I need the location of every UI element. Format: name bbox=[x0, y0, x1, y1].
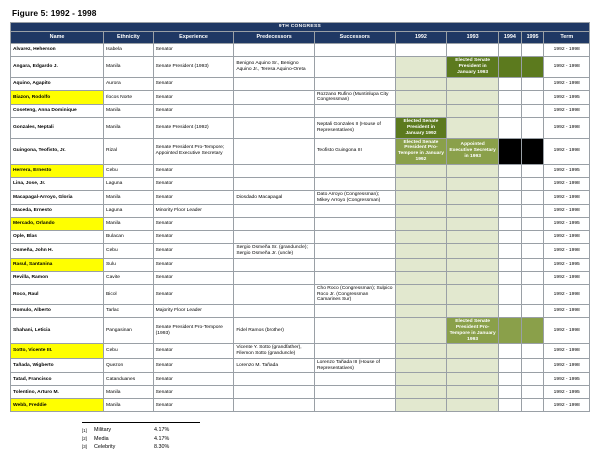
cell-1993 bbox=[447, 305, 499, 318]
col-predecessors: Predecessors bbox=[234, 31, 315, 44]
cell-1995 bbox=[521, 190, 544, 205]
cell-ethnicity: Laguna bbox=[104, 205, 154, 218]
cell-1992 bbox=[395, 90, 447, 105]
cell-term: 1992 - 1995 bbox=[544, 373, 590, 386]
cell-term: 1992 - 1998 bbox=[544, 344, 590, 359]
cell-name: Gonzales, Neptali bbox=[11, 118, 104, 138]
cell-1994 bbox=[498, 190, 521, 205]
cell-1995 bbox=[521, 57, 544, 77]
cell-1994 bbox=[498, 284, 521, 304]
cell-term: 1992 - 1998 bbox=[544, 138, 590, 164]
cell-name: Maceda, Ernesto bbox=[11, 205, 104, 218]
cell-1994 bbox=[498, 57, 521, 77]
cell-ethnicity: Bicol bbox=[104, 284, 154, 304]
cell-ethnicity: Manila bbox=[104, 190, 154, 205]
cell-ethnicity: Manila bbox=[104, 105, 154, 118]
cell-name: Roco, Raul bbox=[11, 284, 104, 304]
cell-experience: Senator bbox=[153, 386, 234, 399]
cell-1992 bbox=[395, 44, 447, 57]
cell-predecessors: Sergio Osmeña Sr. (granduncle); Sergio Osmeña Jr. (uncle) bbox=[234, 244, 315, 259]
cell-predecessors: Fidel Ramos (brother) bbox=[234, 318, 315, 344]
cell-predecessors bbox=[234, 44, 315, 57]
cell-name: Mercado, Orlando bbox=[11, 218, 104, 231]
cell-1993 bbox=[447, 399, 499, 412]
cell-1994 bbox=[498, 358, 521, 373]
legend-value: 4.17% bbox=[154, 427, 170, 434]
cell-1993: Elected Senate President Pro-Tempore in January 1993 bbox=[447, 318, 499, 344]
cell-predecessors bbox=[234, 284, 315, 304]
cell-1993 bbox=[447, 105, 499, 118]
cell-successors bbox=[314, 218, 395, 231]
cell-predecessors: Benigno Aquino Sr., Benigno Aquino Jr., Teresa Aquino-Oreta bbox=[234, 57, 315, 77]
cell-successors: Lorenzo Tañada III (House of Representatives) bbox=[314, 358, 395, 373]
cell-1995 bbox=[521, 244, 544, 259]
legend-value: 4.17% bbox=[154, 435, 170, 442]
cell-name: Biazon, Rodolfo bbox=[11, 90, 104, 105]
cell-1992 bbox=[395, 305, 447, 318]
cell-ethnicity: Manila bbox=[104, 218, 154, 231]
cell-1993 bbox=[447, 358, 499, 373]
table-row bbox=[11, 118, 590, 138]
cell-1993 bbox=[447, 177, 499, 190]
table-body bbox=[11, 44, 590, 412]
col-term: Term bbox=[544, 31, 590, 44]
congress-header-row bbox=[11, 23, 590, 32]
cell-experience: Senator bbox=[153, 190, 234, 205]
cell-1992 bbox=[395, 77, 447, 90]
cell-ethnicity: Aurora bbox=[104, 77, 154, 90]
cell-1995 bbox=[521, 344, 544, 359]
cell-1993 bbox=[447, 205, 499, 218]
cell-1995 bbox=[521, 399, 544, 412]
cell-1993 bbox=[447, 271, 499, 284]
cell-1992 bbox=[395, 177, 447, 190]
cell-ethnicity: Tarlac bbox=[104, 305, 154, 318]
cell-1992 bbox=[395, 373, 447, 386]
cell-name: Macapagal-Arroyo, Gloria bbox=[11, 190, 104, 205]
cell-successors bbox=[314, 271, 395, 284]
cell-name: Herrera, Ernesto bbox=[11, 164, 104, 177]
cell-1994 bbox=[498, 177, 521, 190]
cell-1994 bbox=[498, 205, 521, 218]
cell-name: Tañada, Wigberto bbox=[11, 358, 104, 373]
cell-experience: Senator bbox=[153, 218, 234, 231]
cell-experience: Senator bbox=[153, 399, 234, 412]
cell-1995 bbox=[521, 358, 544, 373]
cell-1993 bbox=[447, 190, 499, 205]
cell-term: 1992 - 1998 bbox=[544, 271, 590, 284]
legend-label: Military bbox=[94, 427, 112, 434]
cell-term: 1992 - 1998 bbox=[544, 44, 590, 57]
legend-marker: [1] bbox=[82, 427, 87, 433]
cell-1992: Elected Senate President Pro-Tempore in January 1992 bbox=[395, 138, 447, 164]
cell-1995 bbox=[521, 105, 544, 118]
cell-ethnicity: Laguna bbox=[104, 177, 154, 190]
cell-term: 1992 - 1998 bbox=[544, 77, 590, 90]
cell-ethnicity: Bulacan bbox=[104, 231, 154, 244]
cell-name: Tolentino, Arturo M. bbox=[11, 386, 104, 399]
cell-1992: Elected Senate President in January 1992 bbox=[395, 118, 447, 138]
cell-1994 bbox=[498, 90, 521, 105]
table-row bbox=[11, 258, 590, 271]
legend-label: Celebrity bbox=[94, 443, 116, 450]
cell-successors bbox=[314, 344, 395, 359]
cell-term: 1992 - 1998 bbox=[544, 57, 590, 77]
cell-name: Lina, Jose, Jr. bbox=[11, 177, 104, 190]
table-row bbox=[11, 373, 590, 386]
cell-1992 bbox=[395, 284, 447, 304]
cell-term: 1992 - 1998 bbox=[544, 305, 590, 318]
cell-predecessors bbox=[234, 218, 315, 231]
cell-ethnicity: Sulu bbox=[104, 258, 154, 271]
table-row bbox=[11, 318, 590, 344]
legend-item bbox=[82, 436, 590, 442]
table-row bbox=[11, 399, 590, 412]
cell-term: 1992 - 1998 bbox=[544, 244, 590, 259]
cell-1994 bbox=[498, 258, 521, 271]
legend-value: 8.30% bbox=[154, 443, 170, 450]
cell-successors bbox=[314, 44, 395, 57]
cell-term: 1992 - 1995 bbox=[544, 386, 590, 399]
cell-1995 bbox=[521, 258, 544, 271]
cell-1994 bbox=[498, 271, 521, 284]
cell-experience: Senator bbox=[153, 77, 234, 90]
cell-successors bbox=[314, 305, 395, 318]
cell-successors: Neptali Gonzales II (House of Representatives) bbox=[314, 118, 395, 138]
cell-predecessors bbox=[234, 164, 315, 177]
table-row bbox=[11, 358, 590, 373]
col-1992: 1992 bbox=[395, 31, 447, 44]
cell-experience: Senator bbox=[153, 44, 234, 57]
cell-predecessors bbox=[234, 399, 315, 412]
cell-1995 bbox=[521, 177, 544, 190]
cell-1993 bbox=[447, 90, 499, 105]
cell-predecessors bbox=[234, 373, 315, 386]
cell-experience: Senator bbox=[153, 284, 234, 304]
cell-name: Aquino, Agapito bbox=[11, 77, 104, 90]
cell-term: 1992 - 1995 bbox=[544, 90, 590, 105]
cell-1992 bbox=[395, 358, 447, 373]
cell-successors bbox=[314, 105, 395, 118]
cell-1995 bbox=[521, 218, 544, 231]
table-row bbox=[11, 244, 590, 259]
table-row bbox=[11, 386, 590, 399]
cell-experience: Senator bbox=[153, 244, 234, 259]
cell-ethnicity: Isabela bbox=[104, 44, 154, 57]
cell-1995 bbox=[521, 164, 544, 177]
cell-successors bbox=[314, 177, 395, 190]
cell-predecessors: Lorenzo M. Tañada bbox=[234, 358, 315, 373]
cell-term: 1992 - 1998 bbox=[544, 205, 590, 218]
cell-successors bbox=[314, 57, 395, 77]
legend-divider bbox=[82, 422, 200, 423]
cell-1995 bbox=[521, 284, 544, 304]
cell-successors: Dato Arroyo (Congressman); Mikey Arroyo (Congressman) bbox=[314, 190, 395, 205]
cell-1995 bbox=[521, 318, 544, 344]
cell-1992 bbox=[395, 386, 447, 399]
cell-ethnicity: Ilocos Norte bbox=[104, 90, 154, 105]
cell-1993 bbox=[447, 164, 499, 177]
cell-experience: Senator bbox=[153, 105, 234, 118]
cell-1993 bbox=[447, 218, 499, 231]
col-successors: Successors bbox=[314, 31, 395, 44]
cell-1994 bbox=[498, 218, 521, 231]
cell-ethnicity: Quezon bbox=[104, 358, 154, 373]
cell-name: Webb, Freddie bbox=[11, 399, 104, 412]
cell-name: Tatad, Francisco bbox=[11, 373, 104, 386]
cell-name: Ople, Blas bbox=[11, 231, 104, 244]
cell-1992 bbox=[395, 271, 447, 284]
table-row bbox=[11, 77, 590, 90]
cell-1995 bbox=[521, 231, 544, 244]
cell-1994 bbox=[498, 305, 521, 318]
cell-1995 bbox=[521, 90, 544, 105]
cell-1995 bbox=[521, 118, 544, 138]
cell-experience: Senate President Pro-Tempore (1993) bbox=[153, 318, 234, 344]
table-row bbox=[11, 190, 590, 205]
cell-ethnicity: Manila bbox=[104, 57, 154, 77]
cell-1992 bbox=[395, 318, 447, 344]
cell-1993 bbox=[447, 284, 499, 304]
cell-predecessors: Vicente Y. Sotto (grandfather), Filemon Sotto (granduncle) bbox=[234, 344, 315, 359]
cell-term: 1992 - 1998 bbox=[544, 190, 590, 205]
cell-predecessors bbox=[234, 258, 315, 271]
cell-ethnicity: Cebu bbox=[104, 244, 154, 259]
legend-label: Media bbox=[94, 435, 109, 442]
cell-1994 bbox=[498, 231, 521, 244]
cell-experience: Senator bbox=[153, 164, 234, 177]
cell-term: 1992 - 1998 bbox=[544, 177, 590, 190]
cell-name: Alvarez, Heherson bbox=[11, 44, 104, 57]
cell-term: 1992 - 1998 bbox=[544, 399, 590, 412]
cell-predecessors: Diosdado Macapagal bbox=[234, 190, 315, 205]
cell-predecessors bbox=[234, 177, 315, 190]
table-row bbox=[11, 90, 590, 105]
cell-ethnicity: Manila bbox=[104, 118, 154, 138]
col-ethnicity: Ethnicity bbox=[104, 31, 154, 44]
cell-name: Rasul, Santanina bbox=[11, 258, 104, 271]
table-row bbox=[11, 44, 590, 57]
cell-experience: Majority Floor Leader bbox=[153, 305, 234, 318]
cell-1993 bbox=[447, 44, 499, 57]
cell-term: 1992 - 1998 bbox=[544, 231, 590, 244]
table-row bbox=[11, 344, 590, 359]
cell-1993: Appointed Executive Secretary in 1993 bbox=[447, 138, 499, 164]
col-1993: 1993 bbox=[447, 31, 499, 44]
cell-1995 bbox=[521, 205, 544, 218]
cell-1995 bbox=[521, 271, 544, 284]
cell-1995 bbox=[521, 373, 544, 386]
cell-successors bbox=[314, 164, 395, 177]
cell-experience: Senate President (1993) bbox=[153, 57, 234, 77]
table-row bbox=[11, 105, 590, 118]
cell-1993 bbox=[447, 373, 499, 386]
cell-1992 bbox=[395, 105, 447, 118]
cell-1992 bbox=[395, 218, 447, 231]
cell-1993: Elected Senate President in January 1993 bbox=[447, 57, 499, 77]
cell-successors: Rozzano Rufino (Muntinlupa City Congressman) bbox=[314, 90, 395, 105]
cell-1994 bbox=[498, 138, 521, 164]
cell-name: Osmeña, John H. bbox=[11, 244, 104, 259]
cell-1992 bbox=[395, 57, 447, 77]
cell-successors bbox=[314, 373, 395, 386]
table-row bbox=[11, 218, 590, 231]
cell-1995 bbox=[521, 386, 544, 399]
cell-successors bbox=[314, 258, 395, 271]
cell-term: 1992 - 1995 bbox=[544, 218, 590, 231]
cell-1993 bbox=[447, 231, 499, 244]
cell-1994 bbox=[498, 386, 521, 399]
senators-table bbox=[10, 22, 590, 412]
cell-predecessors bbox=[234, 77, 315, 90]
cell-predecessors bbox=[234, 271, 315, 284]
cell-name: Guingona, Teofisto, Jr. bbox=[11, 138, 104, 164]
cell-term: 1992 - 1998 bbox=[544, 105, 590, 118]
table-row bbox=[11, 271, 590, 284]
cell-ethnicity: Manila bbox=[104, 399, 154, 412]
cell-1995 bbox=[521, 305, 544, 318]
page-title: Figure 5: 1992 - 1998 bbox=[12, 8, 97, 18]
cell-1994 bbox=[498, 399, 521, 412]
cell-experience: Minority Floor Leader bbox=[153, 205, 234, 218]
cell-1995 bbox=[521, 138, 544, 164]
cell-1992 bbox=[395, 244, 447, 259]
cell-successors bbox=[314, 386, 395, 399]
cell-ethnicity: Pangasinan bbox=[104, 318, 154, 344]
cell-successors: Teofisto Guingona III bbox=[314, 138, 395, 164]
cell-experience: Senator bbox=[153, 258, 234, 271]
cell-name: Coseteng, Anna Dominique bbox=[11, 105, 104, 118]
col-1995: 1995 bbox=[521, 31, 544, 44]
cell-1992 bbox=[395, 164, 447, 177]
table-row bbox=[11, 205, 590, 218]
cell-experience: Senator bbox=[153, 373, 234, 386]
cell-experience: Senator bbox=[153, 344, 234, 359]
cell-experience: Senator bbox=[153, 177, 234, 190]
cell-1993 bbox=[447, 344, 499, 359]
table-row bbox=[11, 138, 590, 164]
cell-1992 bbox=[395, 231, 447, 244]
table-row bbox=[11, 177, 590, 190]
legend bbox=[82, 422, 590, 449]
cell-1994 bbox=[498, 105, 521, 118]
table-row bbox=[11, 305, 590, 318]
cell-predecessors bbox=[234, 105, 315, 118]
col-experience: Experience bbox=[153, 31, 234, 44]
cell-experience: Senator bbox=[153, 231, 234, 244]
cell-1992 bbox=[395, 205, 447, 218]
col-name: Name bbox=[11, 31, 104, 44]
legend-item bbox=[82, 427, 590, 433]
cell-name: Angara, Edgardo J. bbox=[11, 57, 104, 77]
cell-1994 bbox=[498, 344, 521, 359]
cell-predecessors bbox=[234, 90, 315, 105]
cell-1992 bbox=[395, 258, 447, 271]
cell-successors bbox=[314, 205, 395, 218]
cell-predecessors bbox=[234, 118, 315, 138]
cell-term: 1992 - 1995 bbox=[544, 258, 590, 271]
cell-ethnicity: Manila bbox=[104, 386, 154, 399]
cell-1994 bbox=[498, 44, 521, 57]
legend-marker: [3] bbox=[82, 444, 87, 450]
cell-successors: Cho Roco (Congressman); Sulpico Roco Jr. (Congressman Camarines Sur) bbox=[314, 284, 395, 304]
cell-ethnicity: Rizal bbox=[104, 138, 154, 164]
cell-term: 1992 - 1998 bbox=[544, 318, 590, 344]
table-row bbox=[11, 57, 590, 77]
cell-name: Sotto, Vicente III. bbox=[11, 344, 104, 359]
cell-1994 bbox=[498, 318, 521, 344]
congress-title: 9TH CONGRESS bbox=[11, 23, 590, 32]
cell-1994 bbox=[498, 373, 521, 386]
cell-1993 bbox=[447, 244, 499, 259]
cell-experience: Senator bbox=[153, 271, 234, 284]
cell-1993 bbox=[447, 118, 499, 138]
table-row bbox=[11, 231, 590, 244]
cell-ethnicity: Catanduanes bbox=[104, 373, 154, 386]
cell-successors bbox=[314, 244, 395, 259]
cell-experience: Senate President (1992) bbox=[153, 118, 234, 138]
cell-1994 bbox=[498, 118, 521, 138]
cell-1993 bbox=[447, 386, 499, 399]
cell-ethnicity: Cebu bbox=[104, 164, 154, 177]
table-row bbox=[11, 164, 590, 177]
cell-1995 bbox=[521, 77, 544, 90]
cell-name: Revilla, Ramon bbox=[11, 271, 104, 284]
cell-experience: Senate President Pro-Tempore; Appointed Executive Secretary bbox=[153, 138, 234, 164]
cell-ethnicity: Cebu bbox=[104, 344, 154, 359]
cell-experience: Senator bbox=[153, 358, 234, 373]
column-header-row bbox=[11, 31, 590, 44]
cell-predecessors bbox=[234, 305, 315, 318]
cell-ethnicity: Cavite bbox=[104, 271, 154, 284]
cell-1993 bbox=[447, 77, 499, 90]
cell-1994 bbox=[498, 164, 521, 177]
cell-1992 bbox=[395, 399, 447, 412]
cell-predecessors bbox=[234, 231, 315, 244]
legend-item bbox=[82, 444, 590, 450]
col-1994: 1994 bbox=[498, 31, 521, 44]
cell-term: 1992 - 1998 bbox=[544, 358, 590, 373]
cell-term: 1992 - 1998 bbox=[544, 118, 590, 138]
cell-predecessors bbox=[234, 386, 315, 399]
cell-predecessors bbox=[234, 205, 315, 218]
cell-1992 bbox=[395, 344, 447, 359]
table-row bbox=[11, 284, 590, 304]
cell-1995 bbox=[521, 44, 544, 57]
cell-1994 bbox=[498, 244, 521, 259]
cell-successors bbox=[314, 399, 395, 412]
cell-name: Shahani, Leticia bbox=[11, 318, 104, 344]
cell-1994 bbox=[498, 77, 521, 90]
cell-1992 bbox=[395, 190, 447, 205]
cell-successors bbox=[314, 77, 395, 90]
cell-predecessors bbox=[234, 138, 315, 164]
cell-term: 1992 - 1995 bbox=[544, 164, 590, 177]
cell-experience: Senator bbox=[153, 90, 234, 105]
legend-marker: [2] bbox=[82, 436, 87, 442]
cell-term: 1992 - 1998 bbox=[544, 284, 590, 304]
cell-1993 bbox=[447, 258, 499, 271]
cell-successors bbox=[314, 318, 395, 344]
cell-name: Romulo, Alberto bbox=[11, 305, 104, 318]
cell-successors bbox=[314, 231, 395, 244]
